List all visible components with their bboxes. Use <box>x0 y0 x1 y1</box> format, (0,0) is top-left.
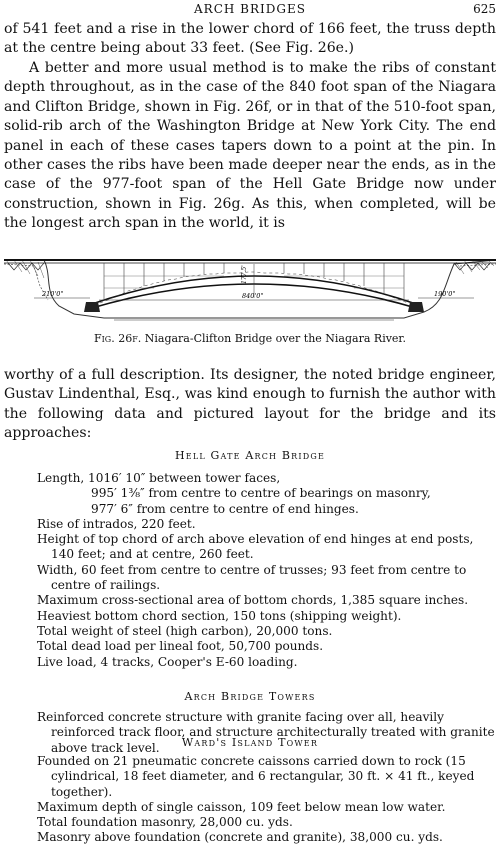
towers-description: Reinforced concrete structure with granite facing over all, heavily reinforced track floor, and structure architecturally treated with granite above track level. <box>37 710 495 755</box>
figure-caption <box>0 332 500 345</box>
spec-foundation-masonry: Total foundation masonry, 28,000 cu. yds. <box>37 815 293 830</box>
paragraph-3 <box>4 366 496 444</box>
spec-dead-load: Total dead load per lineal foot, 50,700 pounds. <box>37 639 324 654</box>
dim-arch-rise: 177.5' <box>241 265 248 284</box>
dim-left-approach: 210'0" <box>42 290 64 298</box>
hell-gate-specs <box>37 471 497 670</box>
heading-towers: Arch Bridge Towers <box>184 690 316 703</box>
paragraph-1 <box>4 20 496 59</box>
spec-chord-area: Maximum cross-sectional area of bottom chords, 1,385 square inches. <box>37 593 469 608</box>
spec-steel-weight: Total weight of steel (high carbon), 20,000 tons. <box>37 623 333 638</box>
paragraph-1-text: of 541 feet and a rise in the lower chord of 166 feet, the truss depth at the centre being about 33 feet. (See Fig. 26e.) <box>4 21 496 57</box>
spec-length-hinges: 977′ 6″ from centre to centre of end hinges. <box>91 501 359 516</box>
bridge-elevation-drawing <box>4 256 496 322</box>
figure-label: Fig. 26f. <box>94 332 142 345</box>
spec-live-load: Live load, 4 tracks, Cooper's E-60 loading. <box>37 654 298 669</box>
spec-chord-section: Heaviest bottom chord section, 150 tons (shipping weight). <box>37 608 402 623</box>
spec-rise: Rise of intrados, 220 feet. <box>37 516 196 531</box>
paragraph-2 <box>4 59 496 234</box>
chapter-title: ARCH BRIDGES <box>194 2 306 16</box>
towers-spec <box>37 710 497 756</box>
right-skewback <box>408 302 424 312</box>
dim-right-approach: 190'0" <box>434 290 456 298</box>
paragraph-3-text: worthy of a full description. Its designer, the noted bridge engineer, Gustav Lindenthal, Esq., was kind enough to furnish the author with the following data and pictured layout for the bridge and its approaches: <box>4 367 496 442</box>
approach-trestles <box>8 263 490 270</box>
spec-width: Width, 60 feet from centre to centre of trusses; 93 feet from centre to centre of railings. <box>37 562 467 593</box>
dim-main-span: 840'0" <box>242 292 264 300</box>
bridge-elevation-figure <box>4 256 496 322</box>
running-header <box>0 2 500 18</box>
page-number: 625 <box>473 2 496 16</box>
spec-length-bearings: 995′ 1⅜″ from centre to centre of bearings on masonry, <box>91 486 431 501</box>
left-skewback <box>84 302 100 312</box>
spec-masonry-above: Masonry above foundation (concrete and granite), 38,000 cu. yds. <box>37 830 443 845</box>
heading-hell-gate: Hell Gate Arch Bridge <box>174 449 326 462</box>
heading-wards-island: Ward's Island Tower <box>181 736 319 749</box>
paragraph-2-text: A better and more usual method is to make the ribs of constant depth throughout, as in the case of the 840 foot span of the Niagara and Clifton Bridge, shown in Fig. 26f, or in that of the 510-foot span, solid-rib arch of the Washington Bridge at New York City. The end panel in each of these cases tapers down to a point at the pin. In other cases the ribs have been made deeper near the ends, as in the case of the 977-foot span of the Hell Gate Bridge now under construction, shown in Fig. 26g. As this, when completed, will be the longest arch span in the world, it is <box>4 60 497 232</box>
figure-caption-text: Niagara-Clifton Bridge over the Niagara River. <box>144 332 406 345</box>
spec-height: Height of top chord of arch above elevation of end hinges at end posts, 140 feet; and at centre, 260 feet. <box>37 532 474 562</box>
spec-length: Length, 1016′ 10″ between tower faces, <box>37 471 281 485</box>
spec-caissons: Founded on 21 pneumatic concrete caissons carried down to rock (15 cylindrical, 18 feet diameter, and 6 rectangular, 30 ft. × 41 ft., keyed together). <box>37 754 475 799</box>
wards-island-specs <box>37 754 497 846</box>
spec-caisson-depth: Maximum depth of single caisson, 109 feet below mean low water. <box>37 799 446 814</box>
